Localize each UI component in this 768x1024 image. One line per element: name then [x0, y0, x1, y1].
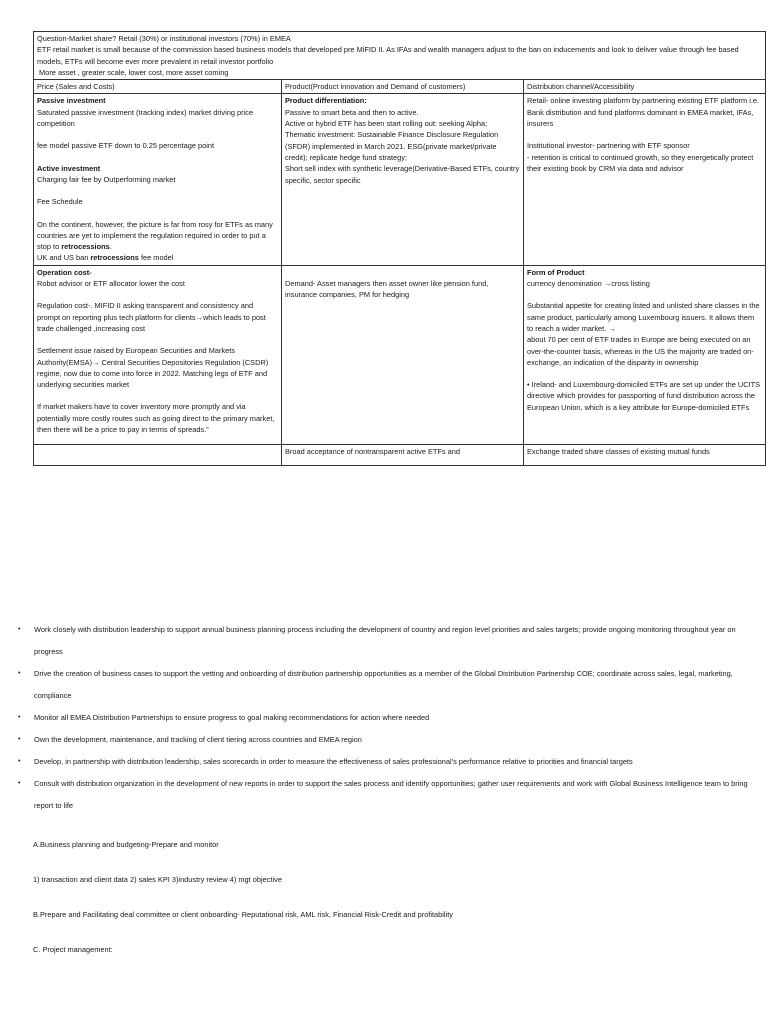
product-diff-text-1: Passive to smart beta and then to active.: [285, 107, 419, 117]
question-cell: [34, 32, 766, 80]
passive-text: Saturated passive investment (tracking index) market driving price competition: [37, 107, 254, 129]
robot-advisor-text: Robot advisor or ETF allocator lower the cost: [37, 279, 185, 289]
project-management-line: C. Project management:: [33, 945, 113, 954]
settlement-text: Settlement issue raised by European Securities and Markets Authority(EMSA)→ Central Securities Depositories Regulation (CSDR) regime, now due to come into force in 2022. Matching legs of ETF and underlying securities market: [37, 346, 269, 390]
responsibilities-list: [18, 619, 758, 817]
header-price: Price (Sales and Costs): [34, 80, 282, 94]
otc-text: about 70 per cent of ETF trades in Europe are being executed on an over-the-counter basis, whereas in the US the majority are traded on-exchange, an indication of the disparity in ownership: [527, 335, 754, 367]
list-item: • Develop, in partnership with distribution leadership, sales scorecards in order to measure the effectiveness of sales professional’s performance relative to priorities and financial targets: [18, 751, 758, 773]
header-product: Product(Product innovation and Demand of customers): [282, 80, 524, 94]
header-distribution: Distribution channel/Accessibility: [524, 80, 766, 94]
retention-text: - retention is critical to continued growth, so they energetically protect their existing book by CRM via data and advisor: [527, 152, 754, 173]
deal-committee-line: B.Prepare and Facilitating deal committee or client onboarding- Reputational risk, AML risk, Financial Risk-Credit and profitability: [33, 910, 453, 919]
bullet-icon: •: [18, 626, 21, 633]
distribution-cell-3: Exchange traded share classes of existing mutual funds: [524, 444, 766, 465]
product-diff-text-3: Thematic investment: Sustainable Finance Disclosure Regulation (SFDR) implemented in March 2021. ESG(private market/private credit); replicate hedge fund strategy;: [285, 130, 499, 162]
retail-market-line: ETF retail market is small because of the commission based business models that developed pre MiFID II. As IFAs and wealth managers adjust to the ban on inducements and look to deliver value through fee based models, ETFs will become ever more prevalent in retail investor portfolio: [37, 45, 739, 66]
product-diff-text-4: Short sell index with synthetic leverage(Derivative-Based ETFs, country specific, sector specific: [285, 164, 520, 185]
business-planning-line: A.Business planning and budgeting-Prepare and monitor: [33, 840, 219, 849]
bullet-icon: •: [18, 736, 21, 743]
list-item: • Own the development, maintenance, and tracking of client tiering across countries and EMEA region: [18, 729, 758, 751]
scale-line: More asset , greater scale, lower cost, more asset coming: [37, 67, 229, 77]
fee-model-text: fee model passive ETF down to 0.25 percentage point: [37, 141, 215, 151]
active-text: Charging fair fee by Outperforming market: [37, 174, 176, 184]
share-classes-text: Substantial appetite for creating listed and unlisted share classes in the same product, particularly among Luxembourg issuers. It allows them to reach a wider market. →: [527, 301, 760, 333]
product-cell-2: [282, 265, 524, 444]
product-cell-3: Broad acceptance of nontransparent active ETFs and: [282, 444, 524, 465]
question-line: Question-Market share? Retail (30%) or institutional investors (70%) in EMEA: [37, 34, 291, 43]
ucits-text: • Ireland- and Luxembourg-domiciled ETFs are set up under the UCITS directive which provides for passporting of fund distribution across the European Union, which is a key attribute for Europe-domiciled ETFs: [527, 380, 761, 412]
list-item: • Work closely with distribution leadership to support annual business planning process including the development of country and region level priorities and sales targets; provide ongoing monitoring throughout year on progress: [18, 619, 758, 663]
institutional-text: Institutional investor- partnering with ETF sponsor: [527, 141, 690, 151]
list-item: • Monitor all EMEA Distribution Partnerships to ensure progress to goal making recommendations for action where needed: [18, 707, 758, 729]
price-cell-1: [34, 94, 282, 265]
product-diff-text-2: Active or hybrid ETF has been start rolling out: seeking Alpha;: [285, 119, 488, 129]
etf-analysis-table: [33, 31, 766, 466]
bullet-icon: •: [18, 758, 21, 765]
price-cell-3: [34, 444, 282, 465]
continent-text: On the continent, however, the picture is far from rosy for ETFs as many countries are yet to implement the regulation required in order to put a stop to retrocessions.: [37, 219, 273, 252]
market-makers-text: If market makers have to cover inventory more promptly and via potentially more costly routes such as going direct to the primary market, then there will be a price to pay in terms of spreads.”: [37, 402, 275, 435]
list-item: • Consult with distribution organization in the development of new reports in order to support the sales process and identify opportunities; gather user requirements and work with Global Business Intelligence team to bring report to life: [18, 773, 758, 817]
distribution-cell-1: [524, 94, 766, 265]
product-cell-1: [282, 94, 524, 265]
form-of-product-title: Form of Product: [527, 267, 585, 277]
bullet-icon: •: [18, 780, 21, 787]
bullet-icon: •: [18, 714, 21, 721]
active-title: Active investment: [37, 163, 101, 173]
kpi-line: 1) transaction and client data 2) sales KPI 3)industry review 4) mgt objective: [33, 875, 282, 884]
currency-text: currency denomination →cross listing: [527, 279, 650, 289]
product-diff-title: Product differentiation:: [285, 96, 367, 106]
operation-cost-title: Operation cost-: [37, 267, 92, 277]
demand-text: Demand- Asset managers then asset owner like pension fund, insurance companies, PM for hedging: [285, 278, 489, 300]
regulation-cost-text: Regulation cost-. MIFID II asking transparent and consistency and prompt on reporting plus tech platform for clients→which leads to post trade challenged ,increasing cost: [37, 301, 266, 333]
uk-us-ban-text: UK and US ban retrocessions fee model: [37, 253, 174, 263]
retail-distribution-text: Retail- online investing platform by partnering existing ETF platform i.e. Bank distribution and fund platforms dominant in EMEA market, IFAs, insurers: [527, 96, 760, 129]
passive-title: Passive investment: [37, 96, 106, 106]
fee-schedule: Fee Schedule: [37, 197, 83, 207]
list-item: • Drive the creation of business cases to support the vetting and onboarding of distribution partnership opportunities as a member of the Global Distribution Partnership COE; coordinate across sales, legal, marketing, compliance: [18, 663, 758, 707]
distribution-cell-2: [524, 265, 766, 444]
price-cell-2: [34, 265, 282, 444]
bullet-icon: •: [18, 670, 21, 677]
